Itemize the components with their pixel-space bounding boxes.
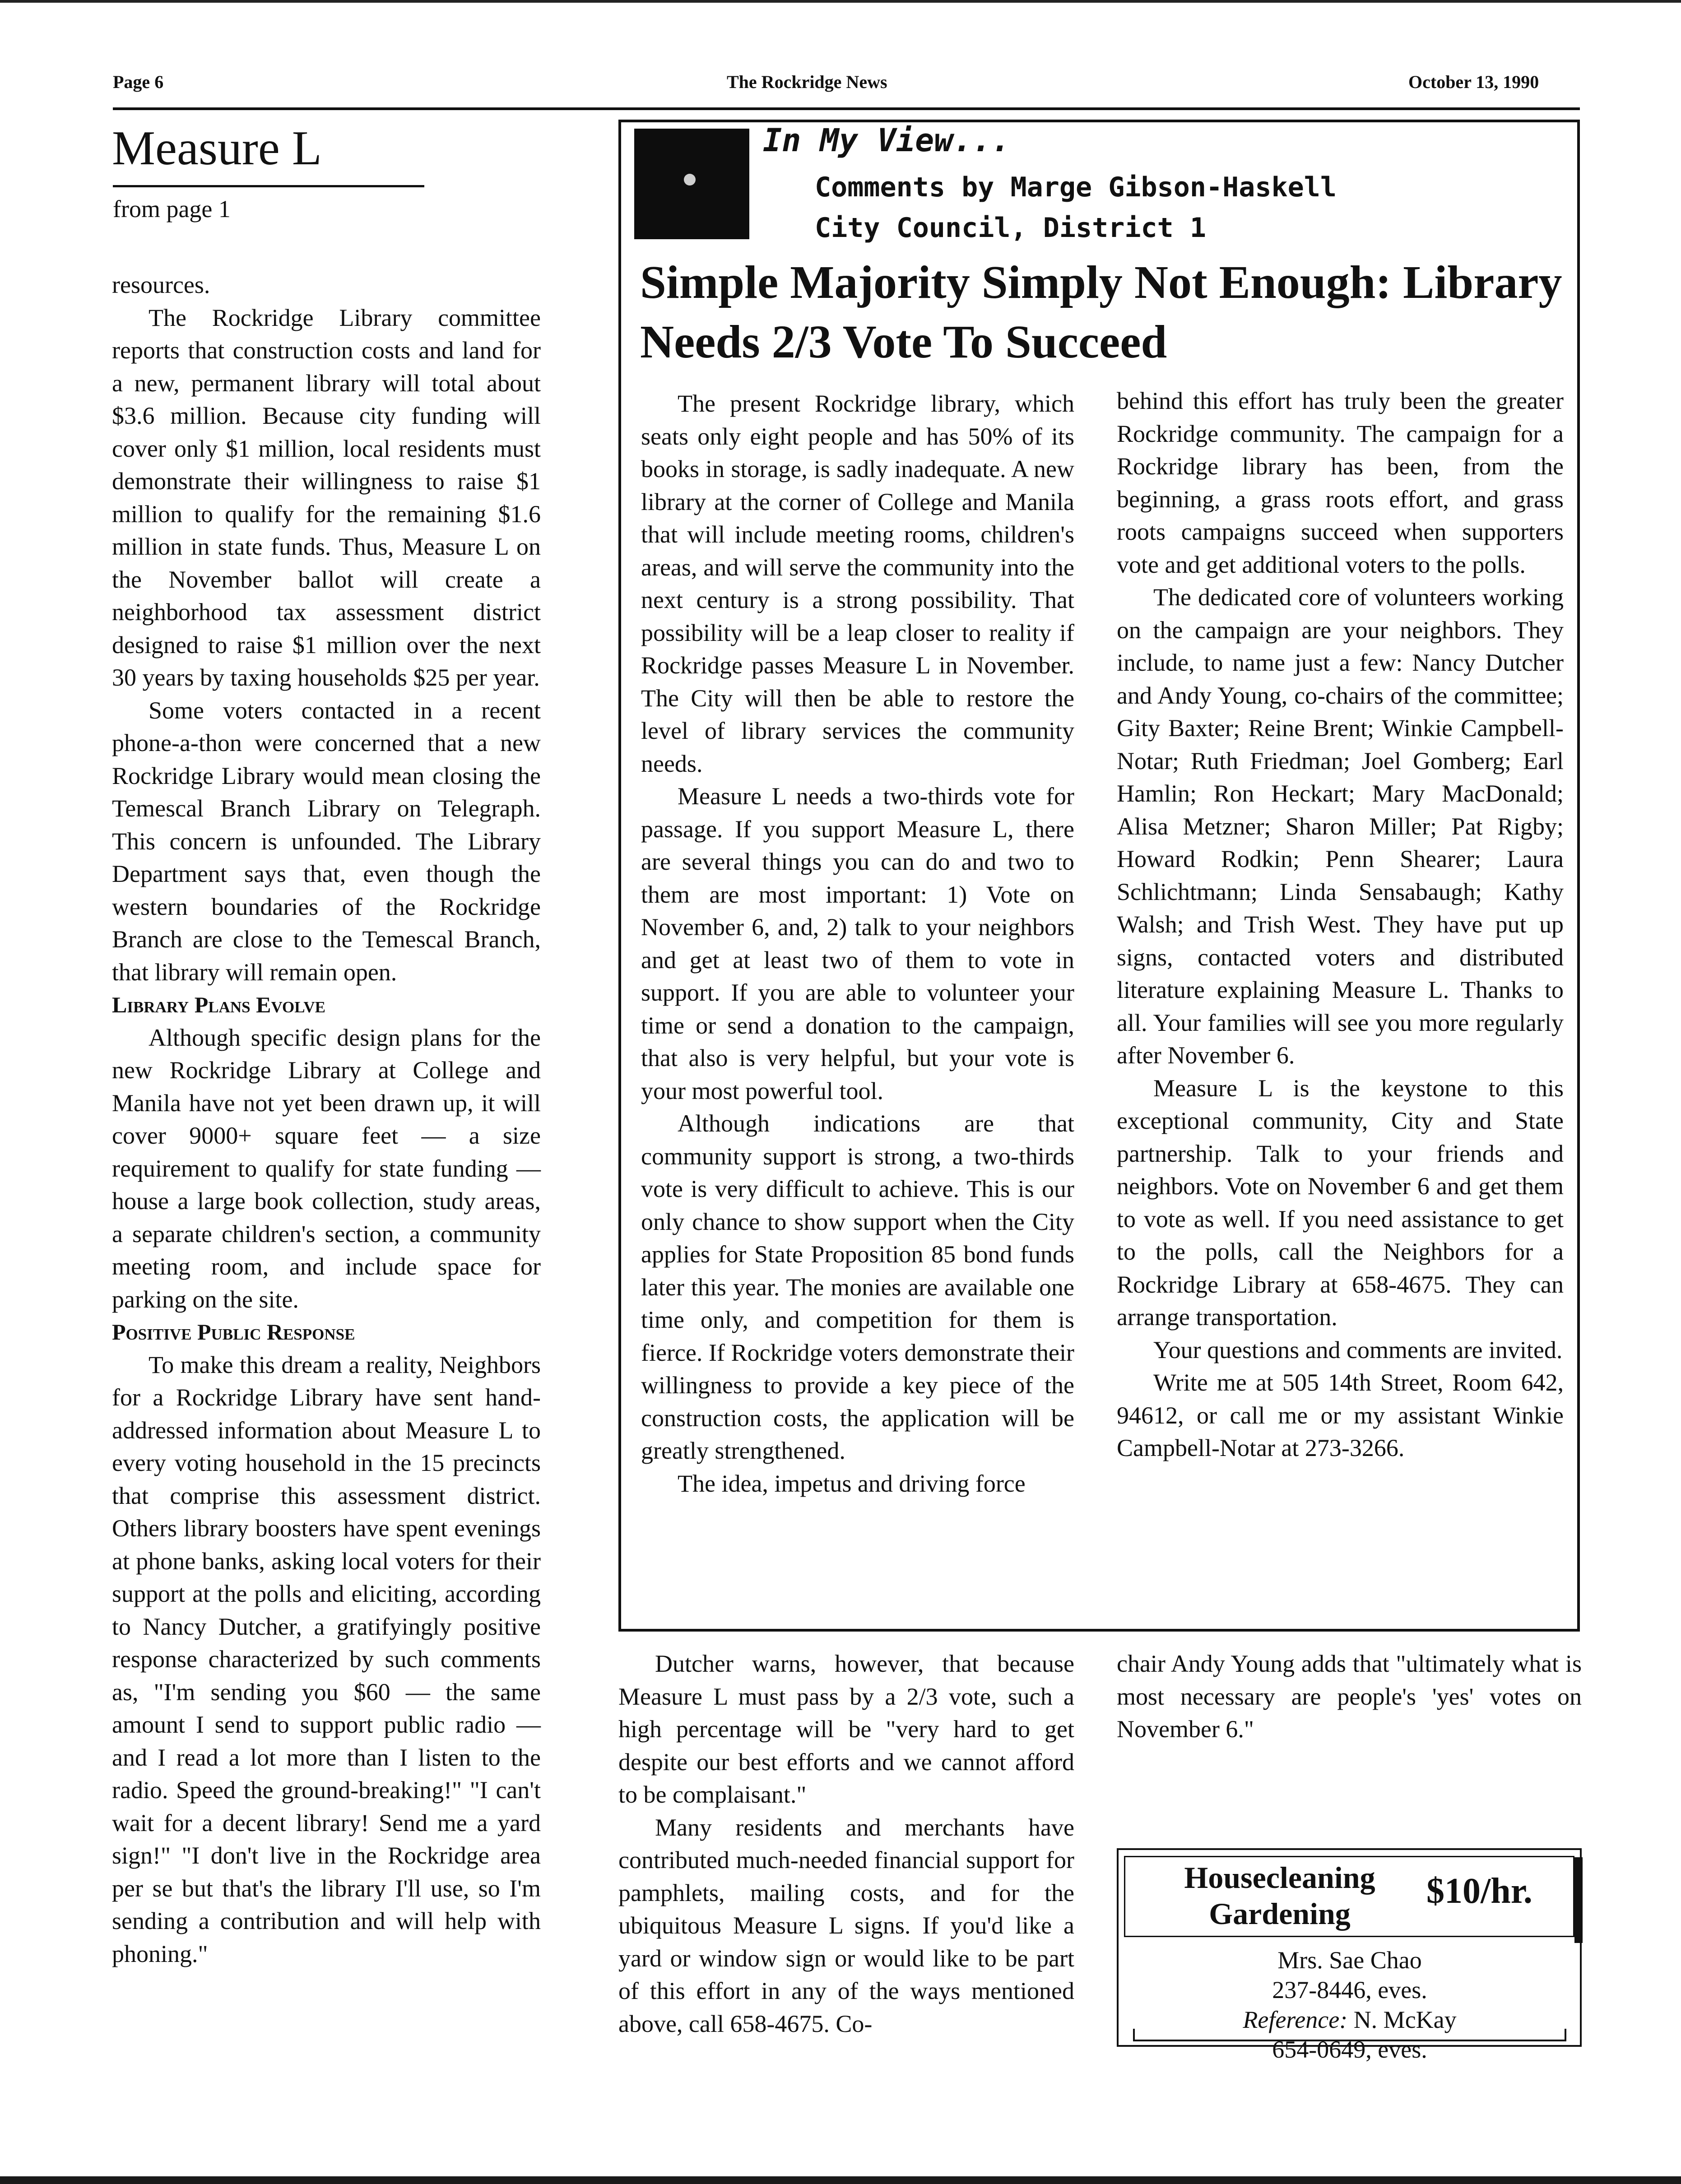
page-number: Page 6 bbox=[113, 72, 164, 92]
continued-from: from page 1 bbox=[113, 195, 231, 223]
left-article-column bbox=[112, 269, 541, 1970]
continued-column bbox=[618, 1647, 1074, 2040]
column-kicker: In My View... bbox=[763, 122, 1010, 159]
opinion-column-2 bbox=[1117, 385, 1564, 1465]
continued-column-right bbox=[1117, 1647, 1582, 1746]
subheading: Library Plans Evolve bbox=[112, 992, 325, 1017]
ad-phone: 237-8446, eves. bbox=[1272, 1976, 1427, 2003]
paragraph: chair Andy Young adds that "ultimately what is most necessary are people's 'yes' votes on November 6." bbox=[1117, 1650, 1582, 1743]
paragraph: Although specific design plans for the new Rockridge Library at College and Manila have not yet been drawn up, it will cover 9000+ square feet — a size requirement to qualify for state funding — house a large book collection, study areas, a separate children's section, a community meeting room, and include space for parking on the site. bbox=[112, 1024, 541, 1313]
ad-bottom-rule bbox=[1133, 2029, 1566, 2041]
subheading: Positive Public Response bbox=[112, 1319, 355, 1345]
newspaper-name: The Rockridge News bbox=[727, 72, 887, 92]
paragraph: Some voters contacted in a recent phone-a-thon were concerned that a new Rockridge Library would mean closing the Temescal Branch Library on Telegraph. This concern is unfounded. The Library Department says that, even though the western boundaries of the Rockridge Branch are close to the Temescal Branch, that library will remain open. bbox=[112, 696, 541, 986]
ad-price: $10/hr. bbox=[1426, 1871, 1532, 1911]
ad-reference-phone: 654-0649, eves. bbox=[1272, 2036, 1427, 2063]
paragraph: Dutcher warns, however, that because Measure L must pass by a 2/3 vote, such a high percentage will be "very hard to get despite our best efforts and we cannot afford to be complaisant." bbox=[618, 1650, 1074, 1808]
paragraph: The dedicated core of volunteers working on the campaign are your neighbors. They include, to name just a few: Nancy Dutcher and Andy Young, co-chairs of the committee; Gity Baxter; Reine Brent; Winkie Campbell-Notar; Ruth Friedman; Joel Gomberg; Earl Hamlin; Ron Heckart; Mary MacDonald; Alisa Metzner; Sharon Miller; Pat Rigby; Howard Rodkin; Penn Shearer; Laura Schlichtmann; Linda Sensabaugh; Kathy Walsh; and Trish West. They have put up signs, contacted voters and distributed literature explaining Measure L. Thanks to all. Your families will see you more regularly after November 6. bbox=[1117, 584, 1564, 1069]
article-title: Measure L bbox=[112, 121, 322, 175]
ad-service-2: Gardening bbox=[1209, 1897, 1351, 1931]
ad-name: Mrs. Sae Chao bbox=[1277, 1947, 1422, 1974]
paragraph: resources. bbox=[112, 271, 210, 298]
paragraph: The idea, impetus and driving force bbox=[678, 1470, 1026, 1497]
ad-reference-label: Reference: bbox=[1243, 2006, 1348, 2033]
bottom-edge bbox=[0, 2176, 1681, 2184]
paragraph: Measure L needs a two-thirds vote for passage. If you support Measure L, there are several things you can do and two to them are most important: 1) Vote on November 6, and, 2) talk to your neighbors and get at least two of them to vote in support. If you are able to volunteer your time or send a donation to the campaign, that also is very helpful, but your vote is your most powerful tool. bbox=[641, 783, 1074, 1104]
opinion-column-1 bbox=[641, 387, 1074, 1500]
author-title: City Council, District 1 bbox=[815, 212, 1206, 244]
paragraph: The present Rockridge library, which seats only eight people and has 50% of its books in storage, is sadly inadequate. A new library at the corner of College and Manila that will include meeting rooms, children's areas, and will serve the community into the next century is a strong possibility. That possibility will be a leap closer to reality if Rockridge passes Measure L in November. The City will then be able to restore the level of library services the community needs. bbox=[641, 390, 1074, 777]
top-edge-rule bbox=[0, 0, 1681, 3]
title-rule bbox=[113, 185, 424, 187]
paragraph: The Rockridge Library committee reports that construction costs and land for a new, permanent library will total about $3.6 million. Because city funding will cover only $1 million, local residents must demonstrate their willingness to raise $1 million to qualify for the remaining $1.6 million in state funds. Thus, Measure L on the November ballot will create a neighborhood tax assessment district designed to raise $1 million over the next 30 years by taxing households $25 per year. bbox=[112, 304, 541, 691]
issue-date: October 13, 1990 bbox=[1408, 72, 1539, 92]
paragraph: Your questions and comments are invited. bbox=[1153, 1336, 1563, 1363]
ad-contact bbox=[1124, 1945, 1575, 2064]
author-line: Comments by Marge Gibson-Haskell bbox=[815, 172, 1337, 203]
paragraph: Many residents and merchants have contributed much-needed financial support for pamphlets, mailing costs, and for the ubiquitous Measure L signs. If you'd like a yard or window sign or would like to be part of this effort in any of the ways mentioned above, call 658-4675. Co- bbox=[618, 1813, 1074, 2037]
author-photo bbox=[634, 129, 749, 239]
ad-reference-name: N. McKay bbox=[1353, 2006, 1457, 2033]
paragraph: Write me at 505 14th Street, Room 642, 94612, or call me or my assistant Winkie Campbell-Notar at 273-3266. bbox=[1117, 1369, 1564, 1461]
paragraph: Although indications are that community support is strong, a two-thirds vote is very difficult to achieve. This is our only chance to show support when the City applies for State Proposition 85 bond funds later this year. The monies are available one time only, and competition for them is fierce. If Rockridge voters demonstrate their willingness to provide a key piece of the construction costs, the application will be greatly strengthened. bbox=[641, 1110, 1074, 1464]
byline bbox=[815, 167, 1337, 248]
ad-services bbox=[1153, 1859, 1406, 1932]
paragraph: Measure L is the keystone to this exceptional community, City and State partnership. Talk to your friends and neighbors. Vote on November 6 and get them to vote as well. If you need assistance to get to the polls, call the Neighbors for a Rockridge Library at 658-4675. They can arrange transportation. bbox=[1117, 1074, 1564, 1331]
paragraph: To make this dream a reality, Neighbors for a Rockridge Library have sent hand-addressed information about Measure L to every voting household in the 15 precincts that comprise this assessment district. Others library boosters have spent evenings at phone banks, asking local voters for their support at the polls and eliciting, according to Nancy Dutcher, a gratifyingly positive response characterized by such comments as, "I'm sending you $60 — the same amount I send to support public radio — and I read a lot more than I listen to the radio. Speed the ground-breaking!" "I can't wait for a decent library! Send me a yard sign!" "I don't live in the Rockridge area per se but that's the library I'll use, so I'm sending a contribution and will help with phoning." bbox=[112, 1351, 541, 1967]
ad-shadow bbox=[1574, 1857, 1583, 1943]
opinion-headline: Simple Majority Simply Not Enough: Library Needs 2/3 Vote To Succeed bbox=[640, 256, 1562, 368]
ad-service-1: Housecleaning bbox=[1184, 1860, 1375, 1895]
paragraph: behind this effort has truly been the greater Rockridge community. The campaign for a Rockridge library has been, from the beginning, a grass roots effort, and grass roots campaigns succeed when supporters vote and get additional voters to the polls. bbox=[1117, 387, 1564, 578]
photo-highlight bbox=[684, 174, 696, 185]
header-rule bbox=[113, 107, 1580, 110]
